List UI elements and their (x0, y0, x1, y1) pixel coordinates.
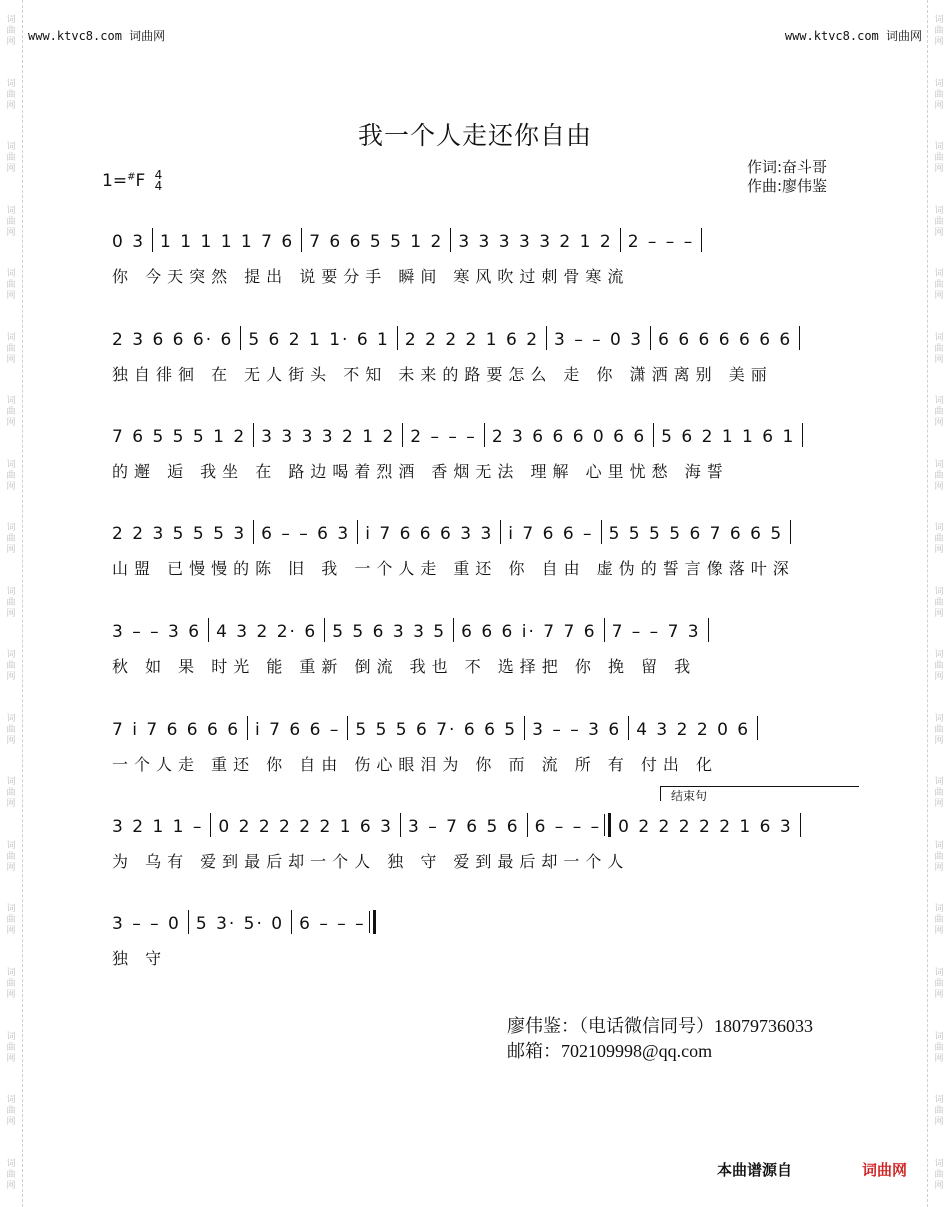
final-barline (608, 813, 611, 837)
barline (247, 716, 248, 740)
watermark: 词曲网 (934, 1095, 944, 1128)
barline (527, 813, 528, 837)
measure: i 7 6 6 – (508, 524, 594, 544)
measure: 5 3· 5· 0 (195, 914, 285, 934)
watermark: 词曲网 (6, 523, 16, 556)
source-label: 本曲谱源自 (717, 1161, 793, 1179)
watermark: 词曲网 (6, 396, 16, 429)
key-prefix: 1= (102, 171, 128, 191)
measure: 0 2 2 2 2 2 1 6 3 (618, 817, 793, 837)
measure: 3 – – 0 (112, 914, 181, 934)
watermark: 词曲网 (934, 1158, 944, 1191)
watermark: 词曲网 (934, 396, 944, 429)
barline (790, 520, 791, 544)
barline (253, 520, 254, 544)
watermark: 词曲网 (934, 713, 944, 746)
sharp-sign: # (127, 171, 136, 183)
notation-line (112, 421, 850, 447)
brand-link[interactable]: 词曲网 (862, 1161, 908, 1179)
measure: 5 5 5 5 6 7 6 6 5 (608, 524, 784, 544)
watermark: 词曲网 (934, 15, 944, 48)
contact-phone: 廖伟鉴：（电话微信同号）18079736033 (507, 1016, 813, 1036)
key-letter: F (135, 171, 146, 191)
score-system (112, 226, 850, 287)
barline (188, 910, 189, 934)
right-watermark-strip (927, 0, 950, 1207)
notation-line (112, 811, 850, 837)
ending-bracket (660, 786, 859, 801)
song-title: 我一个人走还你自由 (357, 121, 592, 150)
ending-label: 结束句 (671, 789, 708, 803)
watermark: 词曲网 (6, 777, 16, 810)
barline (799, 326, 800, 350)
barline (253, 423, 254, 447)
watermark: 词曲网 (6, 967, 16, 1000)
watermark: 词曲网 (934, 332, 944, 365)
lyrics-line: 独自徘徊 在 无人街头 不知 未来的路要怎么 走 你 潇洒离别 美丽 (112, 365, 773, 384)
score-system (112, 324, 850, 385)
watermark: 词曲网 (934, 142, 944, 175)
barline (484, 423, 485, 447)
measure: 3 – – 3 6 (112, 622, 202, 642)
measure: 6 – – – (534, 817, 602, 837)
score-system (112, 616, 850, 677)
measure: 3 2 1 1 – (112, 817, 204, 837)
watermark: 词曲网 (6, 840, 16, 873)
lyrics-line: 为 乌有 爱到最后却一个人 独 守 爱到最后却一个人 (112, 852, 630, 871)
barline (604, 618, 605, 642)
barline (210, 813, 211, 837)
meter-top: 4 (154, 168, 163, 182)
score-system (112, 811, 850, 872)
barline (397, 326, 398, 350)
barline (400, 813, 401, 837)
barline (650, 326, 651, 350)
watermark: 词曲网 (934, 650, 944, 683)
measure: 4 3 2 2 0 6 (636, 720, 751, 740)
measure: 6 6 6 6 6 6 6 (658, 330, 793, 350)
measure: 3 3 3 3 3 2 1 2 (458, 232, 613, 252)
barline (453, 618, 454, 642)
notation-line (112, 324, 850, 350)
measure: 3 – – 3 6 (532, 720, 622, 740)
barline (301, 228, 302, 252)
measure: 5 6 2 1 1 6 1 (661, 427, 796, 447)
watermark: 词曲网 (934, 586, 944, 619)
lyrics-line: 你 今天突然 提出 说要分手 瞬间 寒风吹过刺骨寒流 (112, 267, 630, 286)
barline (324, 618, 325, 642)
measure: 0 2 2 2 2 2 1 6 3 (218, 817, 393, 837)
barline (757, 716, 758, 740)
watermark: 词曲网 (934, 523, 944, 556)
measure: 5 6 2 1 1· 6 1 (248, 330, 390, 350)
time-signature (155, 170, 163, 192)
watermark: 词曲网 (934, 205, 944, 238)
barline (708, 618, 709, 642)
contact-info (507, 1014, 813, 1064)
watermark: 词曲网 (934, 840, 944, 873)
measure: 7 6 5 5 5 1 2 (112, 427, 247, 447)
lyrics-line: 的邂 逅 我坐 在 路边喝着烈酒 香烟无法 理解 心里忧愁 海誓 (112, 462, 729, 481)
notation-line (112, 518, 850, 544)
notation-line (112, 616, 850, 642)
barline (152, 228, 153, 252)
watermark: 词曲网 (6, 586, 16, 619)
measure: 6 – – 6 3 (261, 524, 351, 544)
watermark: 词曲网 (6, 332, 16, 365)
measure: 7 6 6 5 5 1 2 (309, 232, 444, 252)
barline (450, 228, 451, 252)
measure: 2 2 3 5 5 5 3 (112, 524, 247, 544)
barline (240, 326, 241, 350)
measure: 2 – – – (627, 232, 695, 252)
measure: 3 – – 0 3 (554, 330, 644, 350)
measure: 6 – – – (299, 914, 366, 934)
measure: i 7 6 6 6 3 3 (365, 524, 494, 544)
composer: 作曲:廖伟鉴 (747, 177, 828, 195)
lyrics-line: 独 守 (112, 949, 168, 968)
watermark: 词曲网 (934, 967, 944, 1000)
measure: 7 – – 7 3 (611, 622, 701, 642)
barline (524, 716, 525, 740)
watermark: 词曲网 (6, 205, 16, 238)
notation-line (112, 908, 452, 934)
watermark: 词曲网 (934, 78, 944, 111)
final-barline (373, 910, 376, 934)
measure: 7 i 7 6 6 6 6 (112, 720, 241, 740)
score-system (112, 421, 850, 482)
barline (357, 520, 358, 544)
measure: 3 – 7 6 5 6 (407, 817, 520, 837)
key-signature (102, 170, 162, 192)
measure: 5 5 6 3 3 5 (332, 622, 447, 642)
watermark: 词曲网 (6, 269, 16, 302)
barline (402, 423, 403, 447)
watermark: 词曲网 (6, 1158, 16, 1191)
watermark: 词曲网 (934, 904, 944, 937)
watermark: 词曲网 (6, 1031, 16, 1064)
watermark: 词曲网 (6, 142, 16, 175)
notation-line (112, 714, 850, 740)
measure: 0 3 (112, 232, 146, 252)
measure: 1 1 1 1 1 7 6 (160, 232, 295, 252)
watermark: 词曲网 (6, 15, 16, 48)
credits (747, 158, 827, 196)
lyrics-line: 山盟 已慢慢的陈 旧 我 一个人走 重还 你 自由 虚伪的誓言像落叶深 (112, 559, 795, 578)
watermark: 词曲网 (934, 1031, 944, 1064)
measure: 5 5 5 6 7· 6 6 5 (355, 720, 518, 740)
meter-bottom: 4 (154, 179, 163, 193)
score-system (112, 908, 452, 969)
watermark: 词曲网 (6, 713, 16, 746)
left-watermark-strip (0, 0, 23, 1207)
lyrics-line: 秋 如 果 时光 能 重新 倒流 我也 不 选择把 你 挽 留 我 (112, 657, 697, 676)
watermark: 词曲网 (934, 777, 944, 810)
barline (701, 228, 702, 252)
score-system (112, 714, 850, 775)
barline (546, 326, 547, 350)
barline (800, 813, 801, 837)
site-url-right[interactable]: www.ktvc8.com 词曲网 (784, 29, 922, 43)
site-url-left[interactable]: www.ktvc8.com 词曲网 (28, 29, 166, 43)
measure: i 7 6 6 – (255, 720, 341, 740)
measure: 2 – – – (410, 427, 477, 447)
watermark: 词曲网 (6, 1095, 16, 1128)
lyricist: 作词:奋斗哥 (747, 158, 828, 176)
contact-email[interactable]: 邮箱：702109998@qq.com (507, 1041, 713, 1061)
measure: 2 2 2 2 1 6 2 (404, 330, 540, 350)
measure: 2 3 6 6 6· 6 (112, 330, 234, 350)
measure: 6 6 6 i· 7 7 6 (461, 622, 597, 642)
barline (500, 520, 501, 544)
watermark: 词曲网 (934, 459, 944, 492)
barline (291, 910, 292, 934)
notation-line (112, 226, 850, 252)
barline (802, 423, 803, 447)
barline (347, 716, 348, 740)
measure: 2 3 6 6 6 0 6 6 (491, 427, 647, 447)
watermark: 词曲网 (6, 78, 16, 111)
barline (628, 716, 629, 740)
watermark: 词曲网 (6, 650, 16, 683)
barline (601, 520, 602, 544)
barline (653, 423, 654, 447)
measure: 4 3 2 2· 6 (216, 622, 318, 642)
watermark: 词曲网 (934, 269, 944, 302)
barline (208, 618, 209, 642)
watermark: 词曲网 (6, 459, 16, 492)
watermark: 词曲网 (6, 904, 16, 937)
score-system (112, 518, 850, 579)
measure: 3 3 3 3 2 1 2 (261, 427, 396, 447)
barline (620, 228, 621, 252)
lyrics-line: 一个人走 重还 你 自由 伤心眼泪为 你 而 流 所 有 付出 化 (112, 755, 718, 774)
